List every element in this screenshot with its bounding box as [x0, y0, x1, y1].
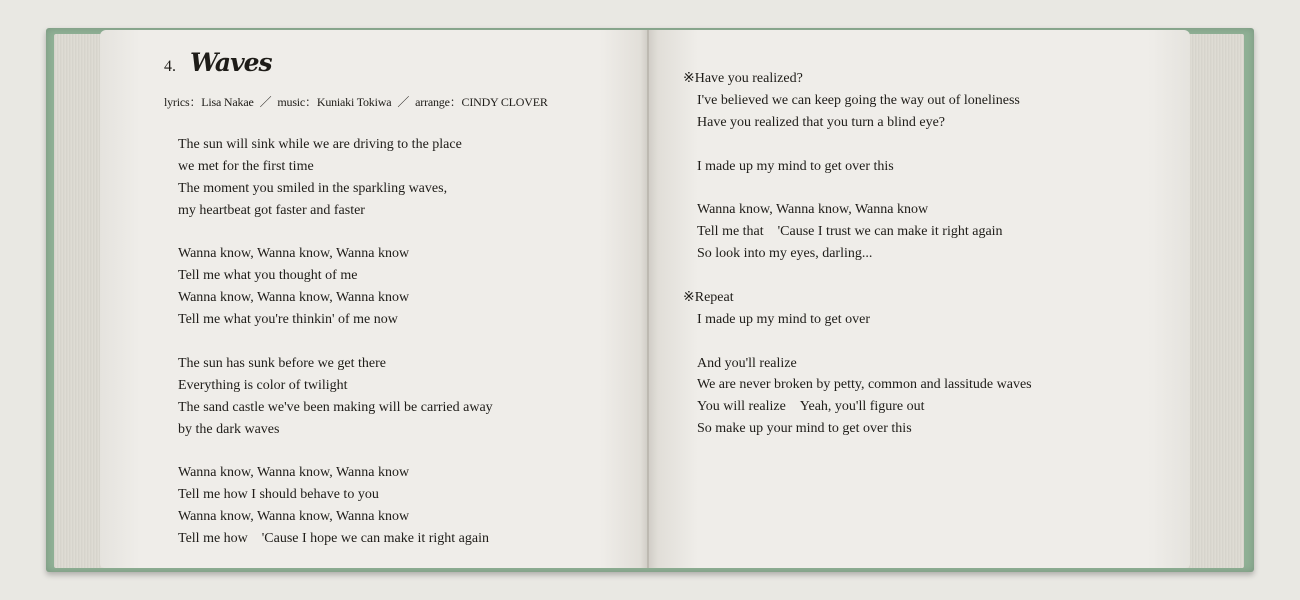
lyrics-right-column	[683, 68, 1032, 440]
lyric-line: Tell me what you're thinkin' of me now	[178, 312, 398, 328]
lyric-stanza-break	[683, 331, 1032, 353]
song-credits	[164, 93, 548, 110]
credit-separator: ／	[259, 95, 272, 109]
arrange-credit: arrange：CINDY CLOVER	[415, 95, 548, 109]
lyric-line: We are never broken by petty, common and lassitude waves	[697, 377, 1032, 393]
lyric-line: Tell me how I should behave to you	[178, 487, 379, 503]
page-edges-right	[1186, 34, 1244, 568]
lyric-stanza-break	[178, 331, 493, 353]
music-credit: music：Kuniaki Tokiwa	[277, 95, 392, 109]
song-heading	[164, 48, 272, 77]
lyric-line: Wanna know, Wanna know, Wanna know	[178, 246, 410, 262]
lyric-line: So make up your mind to get over this	[697, 421, 912, 437]
lyric-line: The sun has sunk before we get there	[178, 355, 386, 371]
lyric-line: I've believed we can keep going the way out of loneliness	[697, 92, 1020, 108]
lyric-line: You will realize Yeah, you'll figure out	[697, 399, 925, 415]
lyric-stanza-break	[683, 134, 1032, 156]
lyric-stanza-break	[178, 440, 493, 462]
lyric-line: my heartbeat got faster and faster	[178, 202, 365, 218]
lyric-line: Wanna know, Wanna know, Wanna know	[178, 509, 410, 525]
lyric-line: Have you realized that you turn a blind eye?	[697, 114, 946, 130]
lyric-line: Tell me what you thought of me	[178, 268, 358, 284]
lyric-line: Tell me that 'Cause I trust we can make it right again	[697, 224, 1003, 240]
lyric-line: we met for the first time	[178, 158, 314, 174]
lyrics-credit: lyrics：Lisa Nakae	[164, 95, 254, 109]
lyric-line: Wanna know, Wanna know, Wanna know	[178, 290, 410, 306]
song-title: Waves	[190, 48, 272, 77]
lyric-line: The sun will sink while we are driving to the place	[178, 137, 462, 152]
lyric-line: Everything is color of twilight	[178, 377, 348, 393]
lyric-line: So look into my eyes, darling...	[697, 246, 873, 262]
track-number: 4.	[164, 58, 176, 75]
lyric-stanza-break	[683, 177, 1032, 199]
lyric-line: ※Repeat	[683, 289, 734, 305]
lyric-line: The sand castle we've been making will be carried away	[178, 399, 493, 415]
lyric-line: Wanna know, Wanna know, Wanna know	[178, 465, 410, 481]
book-spine-gutter	[647, 30, 649, 568]
lyric-stanza-break	[683, 265, 1032, 287]
lyric-line: ※Have you realized?	[683, 71, 803, 86]
lyric-line: I made up my mind to get over	[697, 311, 871, 327]
lyrics-left-column	[178, 134, 493, 550]
lyric-line: by the dark waves	[178, 421, 280, 437]
lyric-line: And you'll realize	[697, 355, 797, 371]
lyric-line: The moment you smiled in the sparkling waves,	[178, 180, 448, 196]
lyric-line: I made up my mind to get over this	[697, 158, 894, 174]
lyric-stanza-break	[178, 222, 493, 244]
lyric-line: Tell me how 'Cause I hope we can make it right again	[178, 531, 490, 547]
credit-separator: ／	[397, 95, 410, 109]
lyric-line: Wanna know, Wanna know, Wanna know	[697, 202, 929, 218]
